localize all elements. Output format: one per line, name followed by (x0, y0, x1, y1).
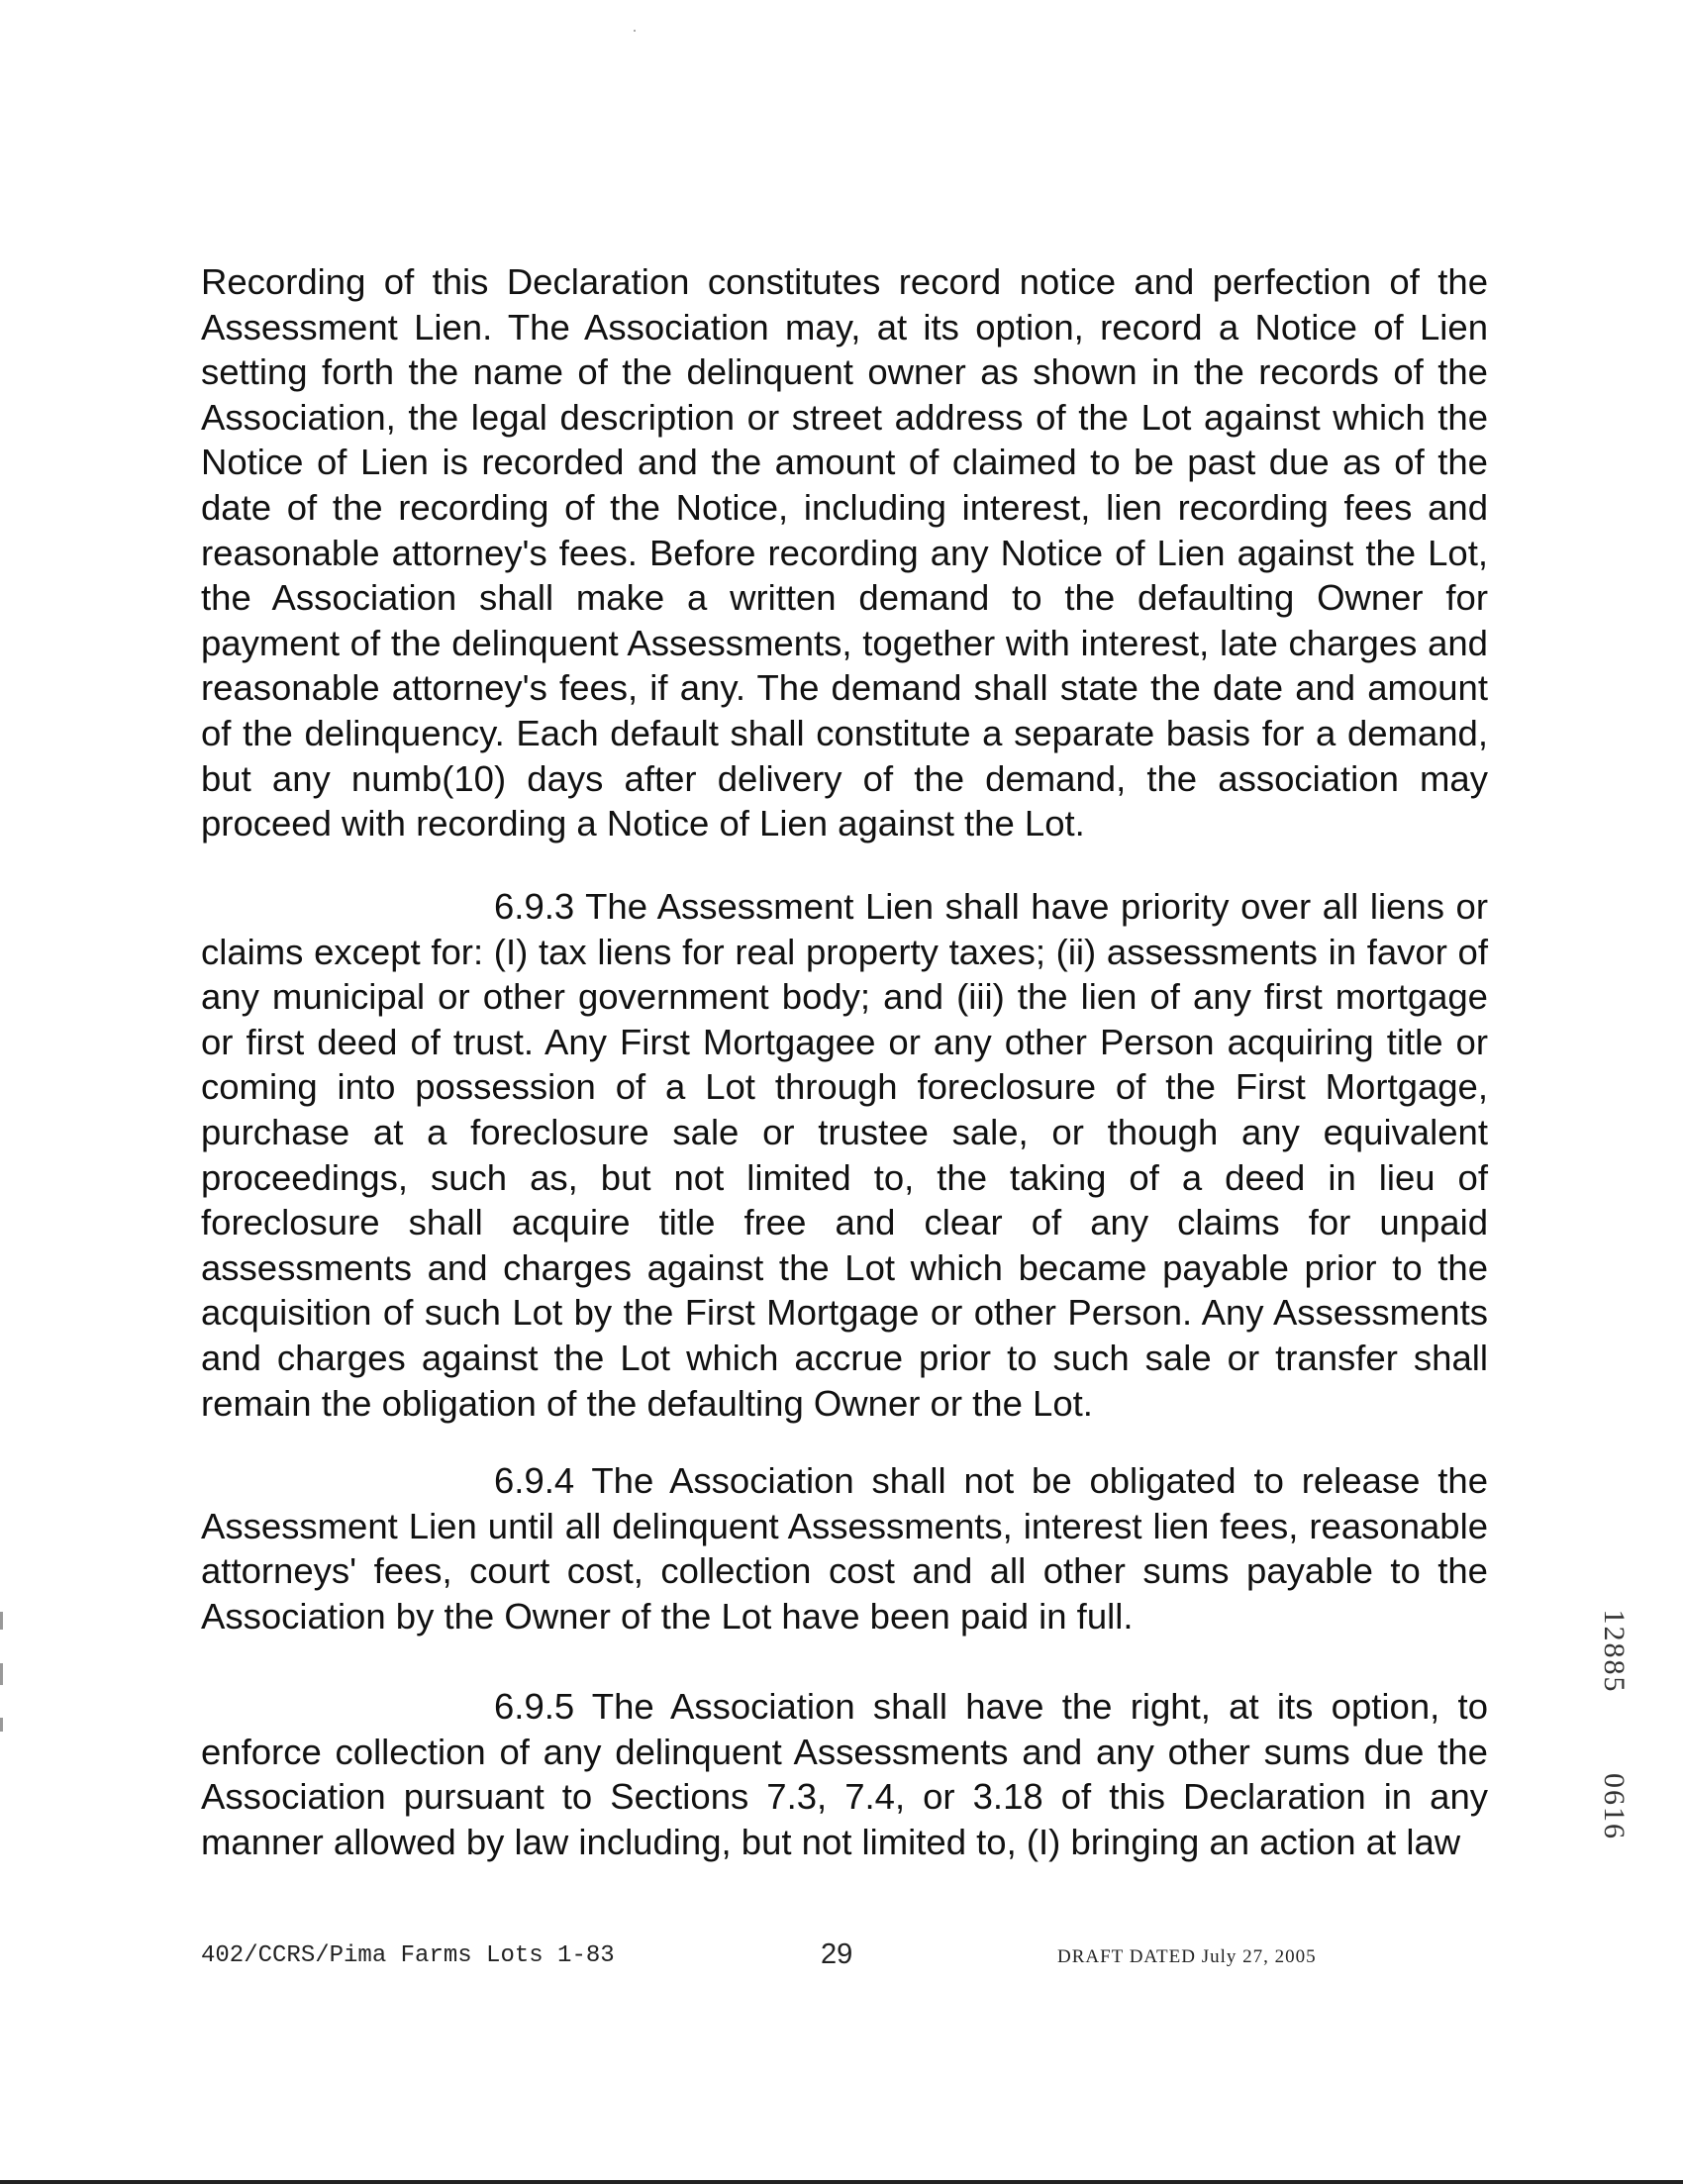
recording-number-part-1 (1592, 1592, 1635, 1711)
recording-number-part-2 (1592, 1742, 1635, 1871)
scan-edge-mark (0, 1718, 3, 1732)
scan-edge-mark (0, 1663, 3, 1685)
recording-number-text: 0616 (1598, 1773, 1631, 1840)
paragraph-assessment-lien-notice: Recording of this Declaration constitutes record notice and perfection of the Assessment Lien. The Association may, at its option, record a Notice of Lien setting forth the name of the delinquent owner as shown in the records of the Association, the legal description or street address of the Lot against which the Notice of Lien is recorded and the amount of claimed to be past due as of the date of the recording of the Notice, including interest, lien recording fees and reasonable attorney's fees. Before recording any Notice of Lien against the Lot, the Association shall make a written demand to the defaulting Owner for payment of the delinquent Assessments, together with interest, late charges and reasonable attorney's fees, if any. The demand shall state the date and amount of the delinquency. Each default shall constitute a separate basis for a demand, but any numb(10) days after delivery of the demand, the association may proceed with recording a Notice of Lien against the Lot. (201, 261, 1488, 844)
paragraph-6-9-5-collection-rights: 6.9.5 The Association shall have the right, at its option, to enforce collection of any delinquent Assessments and any other sums due the Association pursuant to Sections 7.3, 7.4, or 3.18 of this Declaration in any manner allowed by law including, but not limited to, (I) bringing an action at law (201, 1686, 1488, 1862)
footer-page-number: 29 (821, 1938, 853, 1970)
scan-edge-mark (0, 1612, 3, 1630)
paragraph-6-9-3-lien-priority: 6.9.3 The Assessment Lien shall have priority over all liens or claims except for: (I) tax liens for real property taxes; (ii) assessments in favor of any municipal or other government body; and (iii) the lien of any first mortgage or first deed of trust. Any First Mortgagee or any other Person acquiring title or coming into possession of a Lot through foreclosure of the First Mortgage, purchase at a foreclosure sale or trustee sale, or though any equivalent proceedings, such as, but not limited to, the taking of a deed in lieu of foreclosure shall acquire title free and clear of any claims for unpaid assessments and charges against the Lot which became payable prior to the acquisition of such Lot by the First Mortgage or other Person. Any Assessments and charges against the Lot which accrue prior to such sale or transfer shall remain the obligation of the defaulting Owner or the Lot. (201, 886, 1488, 1424)
footer-document-reference: 402/CCRS/Pima Farms Lots 1-83 (201, 1942, 615, 1969)
paragraph-6-9-4-lien-release: 6.9.4 The Association shall not be obligated to release the Assessment Lien until all delinquent Assessments, interest lien fees, reasonable attorneys' fees, court cost, collection cost and all other sums payable to the Association by the Owner of the Lot have been paid in full. (201, 1460, 1488, 1637)
scan-artifact (634, 30, 636, 32)
recording-number-text: 12885 (1598, 1609, 1631, 1694)
page-bottom-edge (0, 2180, 1683, 2184)
footer-draft-date: DRAFT DATED July 27, 2005 (1057, 1946, 1317, 1967)
